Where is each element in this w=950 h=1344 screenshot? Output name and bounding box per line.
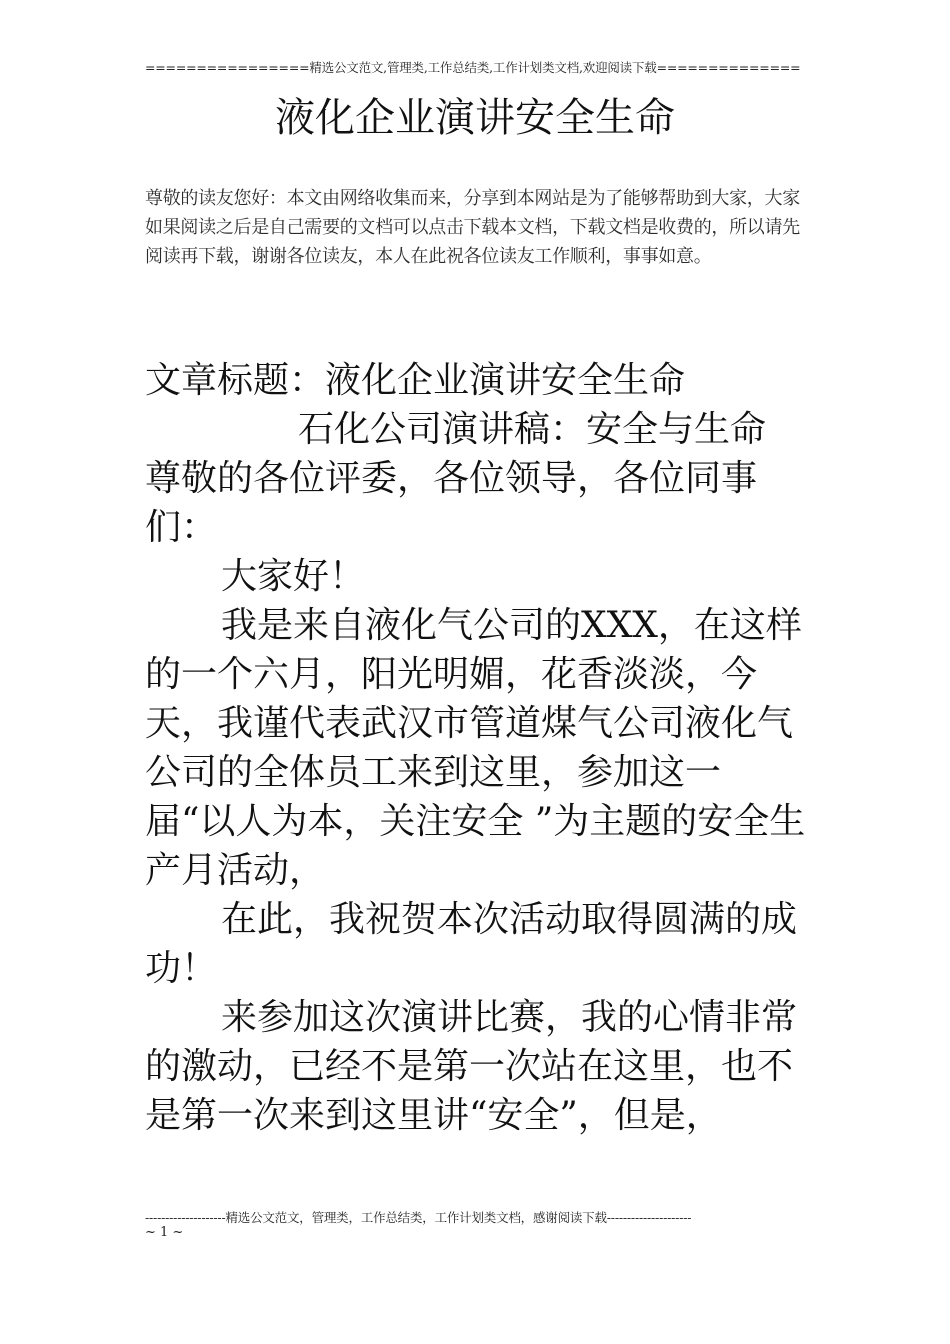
article-title-line: 文章标题：液化企业演讲安全生命 xyxy=(145,360,686,401)
page-number: ~ 1 ~ xyxy=(145,1225,184,1240)
body-paragraph: 我是来自液化气公司的XXX，在这样的一个六月，阳光明媚，花香淡淡，今天，我谨代表武汉市管道煤气公司液化气公司的全体员工来到这里，参加这一届“以人为本，关注安全 ”为主题的安全生产月活动， xyxy=(145,605,806,891)
body-paragraph: 在此，我祝贺本次活动取得圆满的成功！ xyxy=(145,899,798,989)
footer-banner: --------------------精选公文范文，管理类，工作总结类，工作计划类文档，感谢阅读下载--------------------- xyxy=(145,1210,692,1225)
article-body xyxy=(145,356,810,1140)
header-banner: ================精选公文范文,管理类,工作总结类,工作计划类文档,欢迎阅读下载============== xyxy=(145,60,801,75)
document-title: 液化企业演讲安全生命 xyxy=(275,95,675,141)
body-paragraph: 来参加这次演讲比赛，我的心情非常的激动，已经不是第一次站在这里，也不是第一次来到这里讲“安全”，但是， xyxy=(145,997,798,1136)
salutation: 尊敬的各位评委，各位领导，各位同事们： xyxy=(145,458,758,548)
reader-notice: 尊敬的读友您好：本文由网络收集而来，分享到本网站是为了能够帮助到大家，大家如果阅读之后是自己需要的文档可以点击下载本文档，下载文档是收费的，所以请先阅读再下载，谢谢各位读友，本人在此祝各位读友工作顺利，事事如意。 xyxy=(145,188,800,267)
speech-subtitle: 石化公司演讲稿：安全与生命 xyxy=(298,409,767,450)
greeting: 大家好！ xyxy=(221,556,366,597)
